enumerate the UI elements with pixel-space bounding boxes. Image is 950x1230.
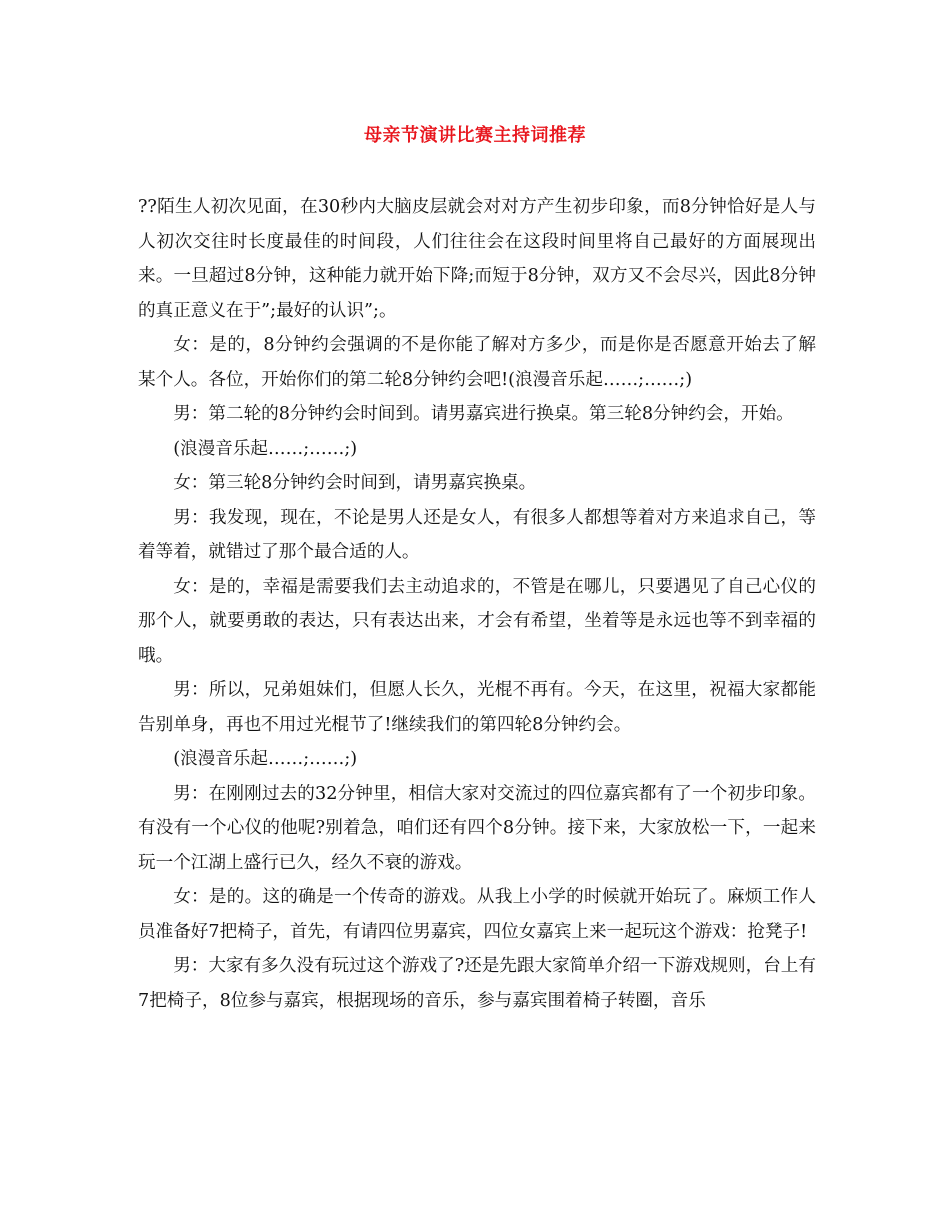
paragraph: (浪漫音乐起……;……;): [173, 438, 358, 459]
paragraph: 男：大家有多久没有玩过这个游戏了?还是先跟大家简单介绍一下游戏规则，台上有7把椅子，8位参与嘉宾，根据现场的音乐，参与嘉宾围着椅子转圈，音乐: [138, 956, 816, 1011]
paragraph: 女：是的，幸福是需要我们去主动追求的，不管是在哪儿，只要遇见了自己心仪的那个人，就要勇敢的表达，只有表达出来，才会有希望，坐着等是永远也等不到幸福的哦。: [138, 576, 816, 666]
paragraph: 女：是的，8分钟约会强调的不是你能了解对方多少，而是你是否愿意开始去了解某个人。各位，开始你们的第二轮8分钟约会吧!(浪漫音乐起……;……;): [138, 335, 816, 390]
document-body: [138, 190, 816, 1018]
paragraph: 男：第二轮的8分钟约会时间到。请男嘉宾进行换桌。第三轮8分钟约会，开始。: [173, 404, 794, 424]
paragraph: (浪漫音乐起……;……;): [173, 749, 358, 769]
paragraph: 女：是的。这的确是一个传奇的游戏。从我上小学的时候就开始玩了。麻烦工作人员准备好7把椅子，首先，有请四位男嘉宾，四位女嘉宾上来一起玩这个游戏：抢凳子!: [138, 887, 816, 942]
paragraph: ??陌生人初次见面，在30秒内大脑皮层就会对对方产生初步印象，而8分钟恰好是人与人初次交往时长度最佳的时间段，人们往往会在这段时间里将自己最好的方面展现出来。一旦超过8分钟，这种能力就开始下降;而短于8分钟，双方又不会尽兴，因此8分钟的真正意义在于”;最好的认识”;。: [138, 197, 816, 321]
paragraph: 男：在刚刚过去的32分钟里，相信大家对交流过的四位嘉宾都有了一个初步印象。有没有一个心仪的他呢?别着急，咱们还有四个8分钟。接下来，大家放松一下，一起来玩一个江湖上盛行已久，经久不衰的游戏。: [138, 783, 816, 873]
paragraph: 女：第三轮8分钟约会时间到，请男嘉宾换桌。: [173, 473, 537, 493]
paragraph: 男：所以，兄弟姐妹们，但愿人长久，光棍不再有。今天，在这里，祝福大家都能告别单身，再也不用过光棍节了!继续我们的第四轮8分钟约会。: [138, 680, 816, 735]
document-title: 母亲节演讲比赛主持词推荐: [364, 125, 586, 146]
paragraph: 男：我发现，现在，不论是男人还是女人，有很多人都想等着对方来追求自己，等着等着，就错过了那个最合适的人。: [138, 507, 816, 562]
